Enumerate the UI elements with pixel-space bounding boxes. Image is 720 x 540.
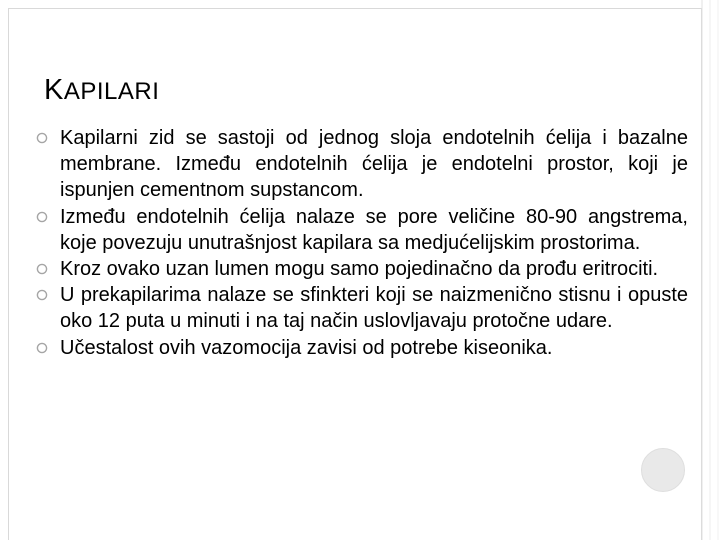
bullet-item — [36, 125, 688, 204]
bullet-circle-icon — [36, 132, 48, 144]
page-number-circle — [641, 448, 685, 492]
bullet-item — [36, 256, 688, 282]
bullet-circle-icon — [36, 342, 48, 354]
bullet-circle-icon — [36, 289, 48, 301]
slide-title-initial: K — [44, 74, 64, 106]
bullet-text: Kapilarni zid se sastoji od jednog sloja endotelnih ćelija i bazalne membrane. Između endotelnih ćelija je endotelni prostor, koji je ispunjen cementnom supstancom. — [60, 127, 688, 202]
bullet-text: Između endotelnih ćelija nalaze se pore veličine 80-90 angstrema, koje povezuju unutrašnjost kapilara sa medjućelijskim prostorima. — [60, 205, 688, 254]
bullet-text: Učestalost ovih vazomocija zavisi od potrebe kiseonika. — [60, 336, 553, 359]
slide-title-rest: APILARI — [63, 78, 160, 105]
bullet-list — [36, 125, 688, 361]
bullet-item — [36, 335, 688, 361]
bullet-circle-icon — [36, 211, 48, 223]
slide-title — [44, 76, 159, 105]
bullet-item — [36, 282, 688, 334]
bullet-item — [36, 204, 688, 256]
bullet-text: Kroz ovako uzan lumen mogu samo pojedinačno da prođu eritrociti. — [60, 258, 659, 281]
bullet-text: U prekapilarima nalaze se sfinkteri koji se naizmenično stisnu i opuste oko 12 puta u minuti i na taj način uslovljavaju protočne udare. — [60, 284, 688, 333]
bullet-circle-icon — [36, 263, 48, 275]
right-edge-decoration — [696, 0, 720, 540]
